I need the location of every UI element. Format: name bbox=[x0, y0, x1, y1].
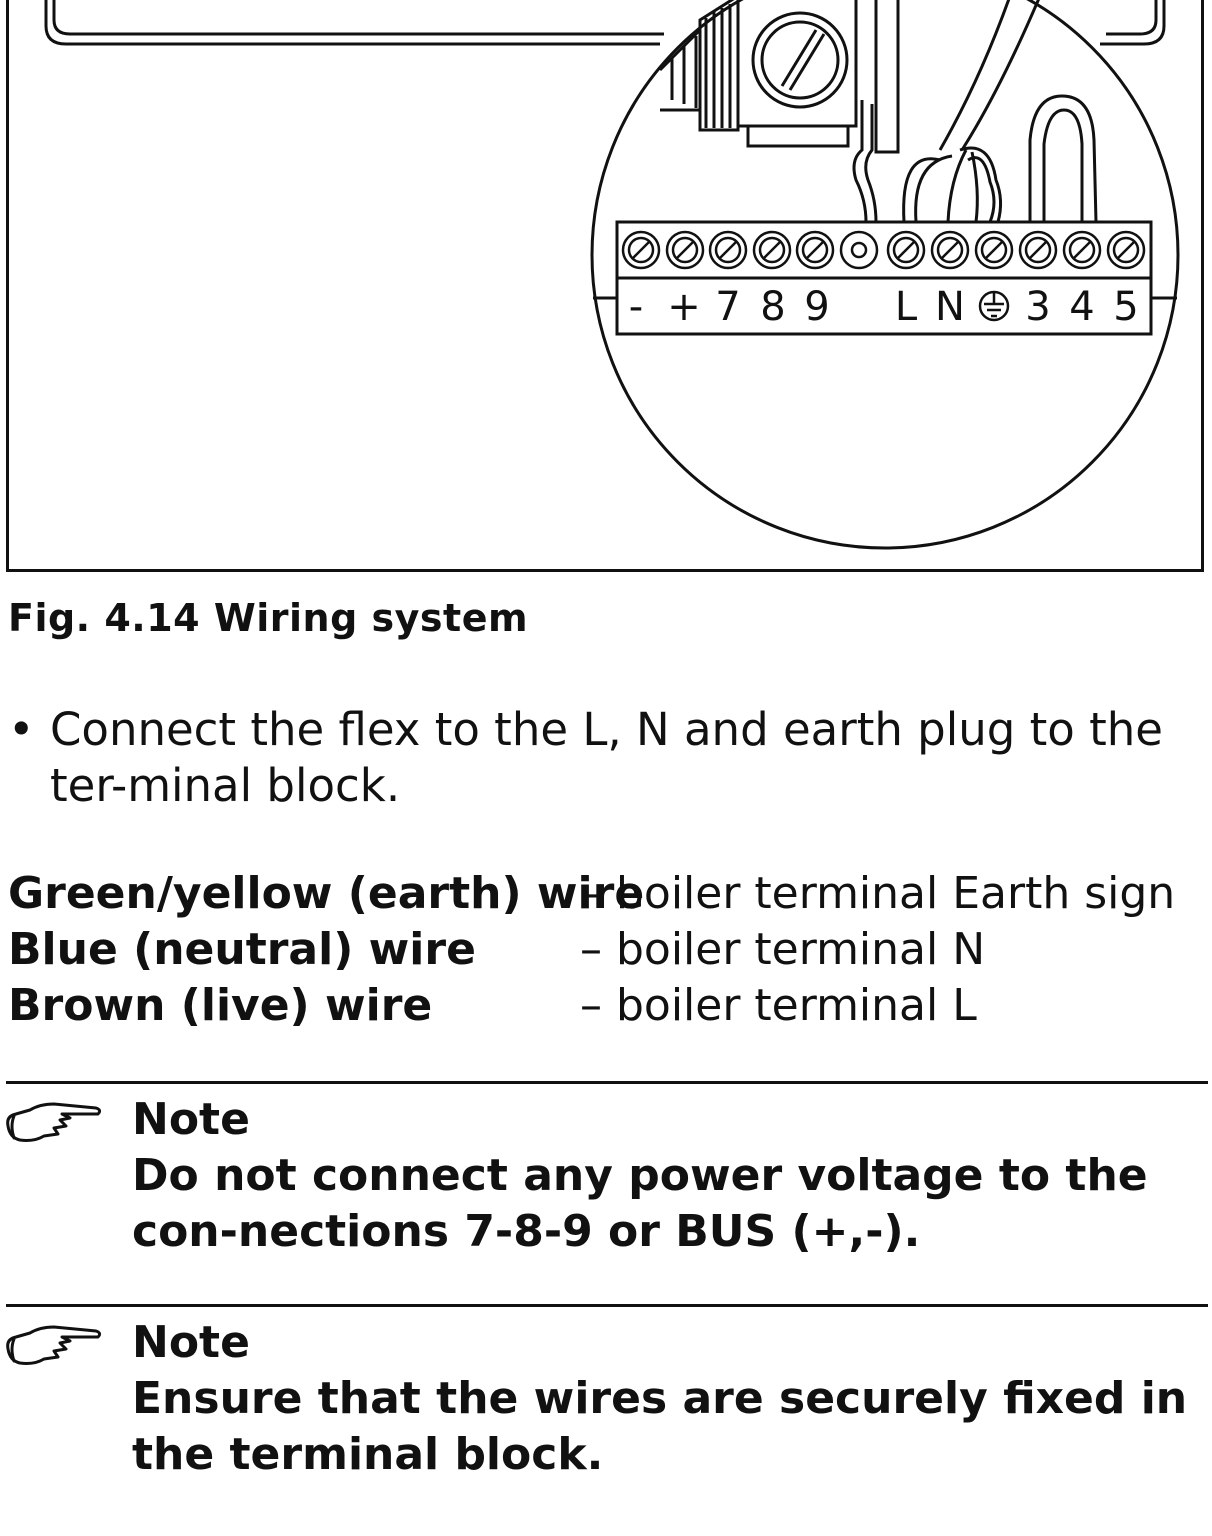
note-title: Note bbox=[132, 1317, 250, 1368]
terminal-label-5: 5 bbox=[1113, 284, 1139, 330]
note-title: Note bbox=[132, 1094, 250, 1145]
terminal-label-L: L bbox=[894, 284, 918, 330]
terminal-screw bbox=[1020, 232, 1056, 268]
bullet-marker: • bbox=[8, 703, 35, 756]
terminal-label-minus: - bbox=[628, 284, 644, 330]
terminal-screw bbox=[623, 232, 659, 268]
divider bbox=[6, 1304, 1208, 1307]
note-body: Do not connect any power voltage to the con-nections 7-8-9 or BUS (+,-). bbox=[132, 1150, 1148, 1257]
instruction-text: Connect the flex to the L, N and earth plug to the ter-minal block. bbox=[50, 703, 1163, 812]
terminal-label-8: 8 bbox=[760, 284, 786, 330]
figure-caption: Fig. 4.14 Wiring system bbox=[8, 596, 529, 640]
terminal-screw bbox=[667, 232, 703, 268]
wiring-diagram bbox=[0, 0, 1212, 580]
terminal-screw bbox=[1064, 232, 1100, 268]
divider bbox=[6, 1081, 1208, 1084]
wire-destination: – boiler terminal L bbox=[580, 980, 977, 1031]
terminal-label-3: 3 bbox=[1025, 284, 1051, 330]
wire-destination: – boiler terminal N bbox=[580, 924, 986, 975]
terminal-label-N: N bbox=[935, 284, 965, 330]
terminal-screw bbox=[1108, 232, 1144, 268]
wire-destination: – boiler terminal Earth sign bbox=[580, 868, 1176, 919]
terminal-label-4: 4 bbox=[1069, 284, 1095, 330]
terminal-screw bbox=[797, 232, 833, 268]
terminal-screw bbox=[976, 232, 1012, 268]
earth-symbol-icon bbox=[980, 292, 1008, 320]
wire-name: Brown (live) wire bbox=[8, 980, 433, 1031]
note-body: Ensure that the wires are securely fixed in the terminal block. bbox=[132, 1373, 1188, 1480]
terminal-screw bbox=[888, 232, 924, 268]
terminal-screw bbox=[932, 232, 968, 268]
terminal-label-7: 7 bbox=[715, 284, 741, 330]
wire-name: Green/yellow (earth) wire bbox=[8, 868, 645, 919]
pointing-hand-icon bbox=[4, 1315, 104, 1379]
terminal-screw bbox=[754, 232, 790, 268]
terminal-screw bbox=[710, 232, 746, 268]
housing-outline bbox=[46, 0, 660, 44]
terminal-label-plus: + bbox=[667, 284, 701, 330]
terminal-empty bbox=[841, 232, 877, 268]
clamp-screw bbox=[753, 13, 847, 107]
magnifier-circle bbox=[592, 0, 1178, 548]
terminal-label-9: 9 bbox=[804, 284, 830, 330]
wire-name: Blue (neutral) wire bbox=[8, 924, 476, 975]
pointing-hand-icon bbox=[4, 1092, 104, 1156]
